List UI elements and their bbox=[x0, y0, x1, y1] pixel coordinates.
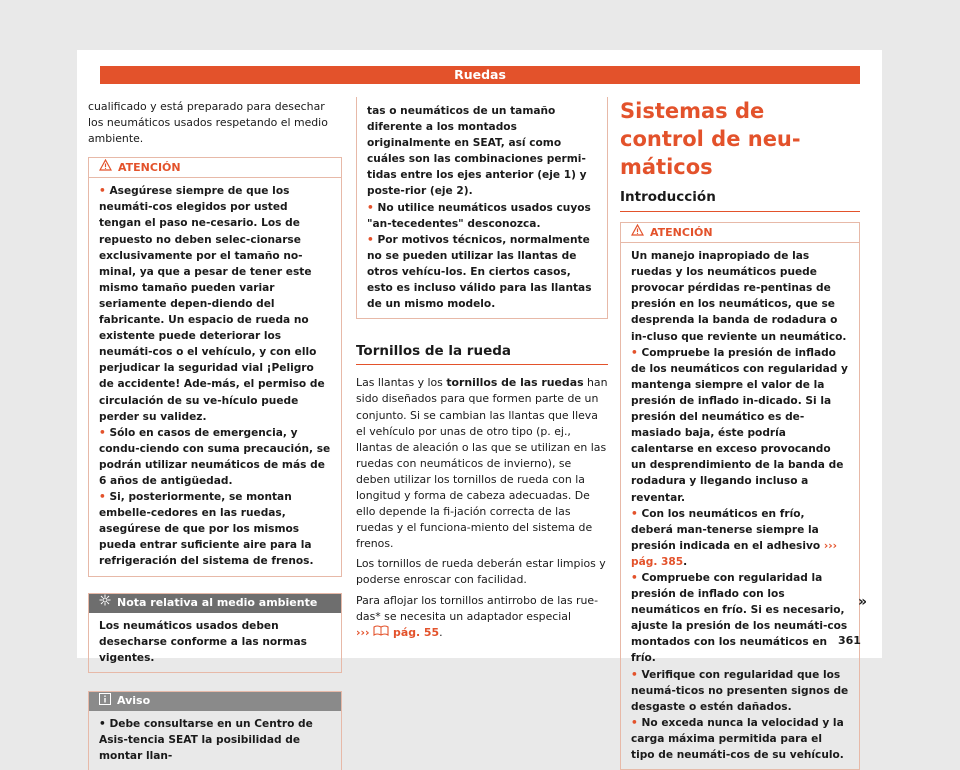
warning-item: • Con los neumáticos en frío, deberá man-tenerse siempre la presión indicada en el adhesivo ››› pág. 385. bbox=[631, 507, 837, 568]
aviso-body bbox=[89, 711, 341, 770]
warning-item: • Asegúrese siempre de que los neumáti-cos elegidos por usted tengan el paso ne-cesario. Los de repuesto no deben selec-cionarse exclusivamente por el tamaño no-minal, ya que a pesar de tener este mismo tamaño pueden variar seriamente depen-diendo del fabricante. Un espacio de rueda no existente puede deteriorar los neumáti-cos o el vehículo, y con ello perjudicar la seguridad vial ¡Peligro de accidente! Ade-más, el permiso de circulación de su ve-hículo puede perder su validez. bbox=[99, 185, 325, 423]
warning-header bbox=[89, 158, 341, 178]
continue-marker: » bbox=[858, 594, 868, 610]
page-reference[interactable]: ››› pág. 385 bbox=[631, 539, 837, 568]
section-heading-wrap bbox=[356, 343, 608, 365]
subtitle-wrap bbox=[620, 185, 860, 212]
warning-item: • Sólo en casos de emergencia, y condu-ciendo con suma precaución, se podrán utilizar neumáticos de más de 6 años de antigüedad. bbox=[99, 426, 331, 487]
leaf-icon bbox=[99, 594, 111, 611]
warning-header bbox=[621, 223, 859, 243]
chapter-title: Sistemas de control de neu-máticos bbox=[620, 99, 801, 179]
info-icon bbox=[99, 693, 111, 710]
aviso-item: • Debe consultarse en un Centro de Asis-tencia SEAT la posibilidad de montar llan- bbox=[99, 717, 313, 762]
environment-note-title: Nota relativa al medio ambiente bbox=[117, 595, 318, 609]
warning-triangle-icon bbox=[631, 224, 644, 241]
body-paragraph: Las llantas y los tornillos de las ruedas han sido diseñados para que formen parte de un conjunto. Si se cambian las llantas que lleva el vehículo por unas de otro tipo (p. ej., llantas de aleación o las que se utilizan en las ruedas con neumáticos de invierno), se deben utilizar los tornillos de rueda con la longitud y forma de cabeza adecuadas. De ello depende la fi-jación correcta de las ruedas y el funciona-miento del sistema de frenos. bbox=[356, 376, 608, 551]
warning-item: • Compruebe con regularidad la presión de inflado con los neumáticos en frío. Si es necesario, ajuste la presión de los neumáti-cos montados con los neumáticos en frío. bbox=[631, 571, 848, 665]
column-left bbox=[88, 97, 342, 770]
book-icon bbox=[373, 626, 389, 639]
warning-item: • Si, posteriormente, se montan embelle-cedores en las ruedas, asegúrese de que por los mismos pueda entrar suficiente aire para la refrigeración del sistema de frenos. bbox=[99, 491, 314, 568]
warning-body bbox=[89, 178, 341, 575]
warning-title: ATENCIÓN bbox=[650, 225, 713, 239]
section-heading: Tornillos de la rueda bbox=[356, 343, 512, 360]
warning-item: • Verifique con regularidad que los neumá-ticos no presenten signos de desgaste o estén dañados. bbox=[631, 668, 849, 713]
warning-item: • Compruebe la presión de inflado de los neumáticos con regularidad y mantenga siempre el valor de la presión de inflado in-dicado. Si la presión del neumático es de-masiado baja, éste podría calentarse en exceso provocando un desprendimiento de la banda de rodadura y llegando incluso a reventar. bbox=[631, 346, 848, 504]
warning-item: • No exceda nunca la velocidad y la carga máxima permitida para el tipo de neumáti-cos de su vehículo. bbox=[631, 716, 844, 761]
page-number: 361 bbox=[838, 634, 861, 647]
warning-triangle-icon bbox=[99, 159, 112, 176]
column-middle bbox=[356, 97, 608, 641]
warning-item: • Por motivos técnicos, normalmente no se pueden utilizar las llantas de otros vehícu-los. En ciertos casos, esto es incluso válido para las llantas de un mismo modelo. bbox=[367, 233, 592, 311]
aviso-box bbox=[88, 691, 342, 770]
aviso-title: Aviso bbox=[117, 694, 151, 708]
intro-paragraph: cualificado y está preparado para desechar los neumáticos usados respetando el medio ambiente. bbox=[88, 100, 328, 146]
section-header: Ruedas bbox=[100, 66, 860, 84]
page-reference[interactable]: ››› pág. 55 bbox=[356, 625, 440, 639]
warning-box bbox=[88, 157, 342, 576]
environment-note-text: Los neumáticos usados deben desecharse conforme a las normas vigentes. bbox=[99, 619, 307, 664]
warning-item: • No utilice neumáticos usados cuyos "an-tecedentes" desconozca. bbox=[367, 201, 591, 230]
warning-intro: Un manejo inapropiado de las ruedas y los neumáticos puede provocar pérdidas re-pentinas de presión en los neumáticos, que se desprenda la banda de rodadura o in-cluso que reviente un neumático. bbox=[631, 250, 847, 343]
column-right bbox=[620, 97, 860, 770]
warning-item: tas o neumáticos de un tamaño diferente a los montados originalmente en SEAT, así como cuáles son las combinaciones permi-tidas entre los ejes anterior (eje 1) y poste-rior (eje 2). bbox=[367, 105, 587, 198]
warning-continued-body bbox=[357, 97, 607, 318]
warning-box-continued bbox=[356, 97, 608, 319]
subtitle: Introducción bbox=[620, 189, 716, 205]
body-paragraph: Para aflojar los tornillos antirrobo de las rue-das* se necesita un adaptador especial ››› pág. 55. bbox=[356, 593, 599, 639]
warning-title: ATENCIÓN bbox=[118, 160, 181, 174]
environment-note-header bbox=[89, 594, 341, 613]
environment-note-box bbox=[88, 593, 342, 673]
warning-body bbox=[621, 243, 859, 769]
body-paragraph: Los tornillos de rueda deberán estar limpios y poderse enroscar con facilidad. bbox=[356, 557, 606, 587]
warning-box-right bbox=[620, 222, 860, 770]
